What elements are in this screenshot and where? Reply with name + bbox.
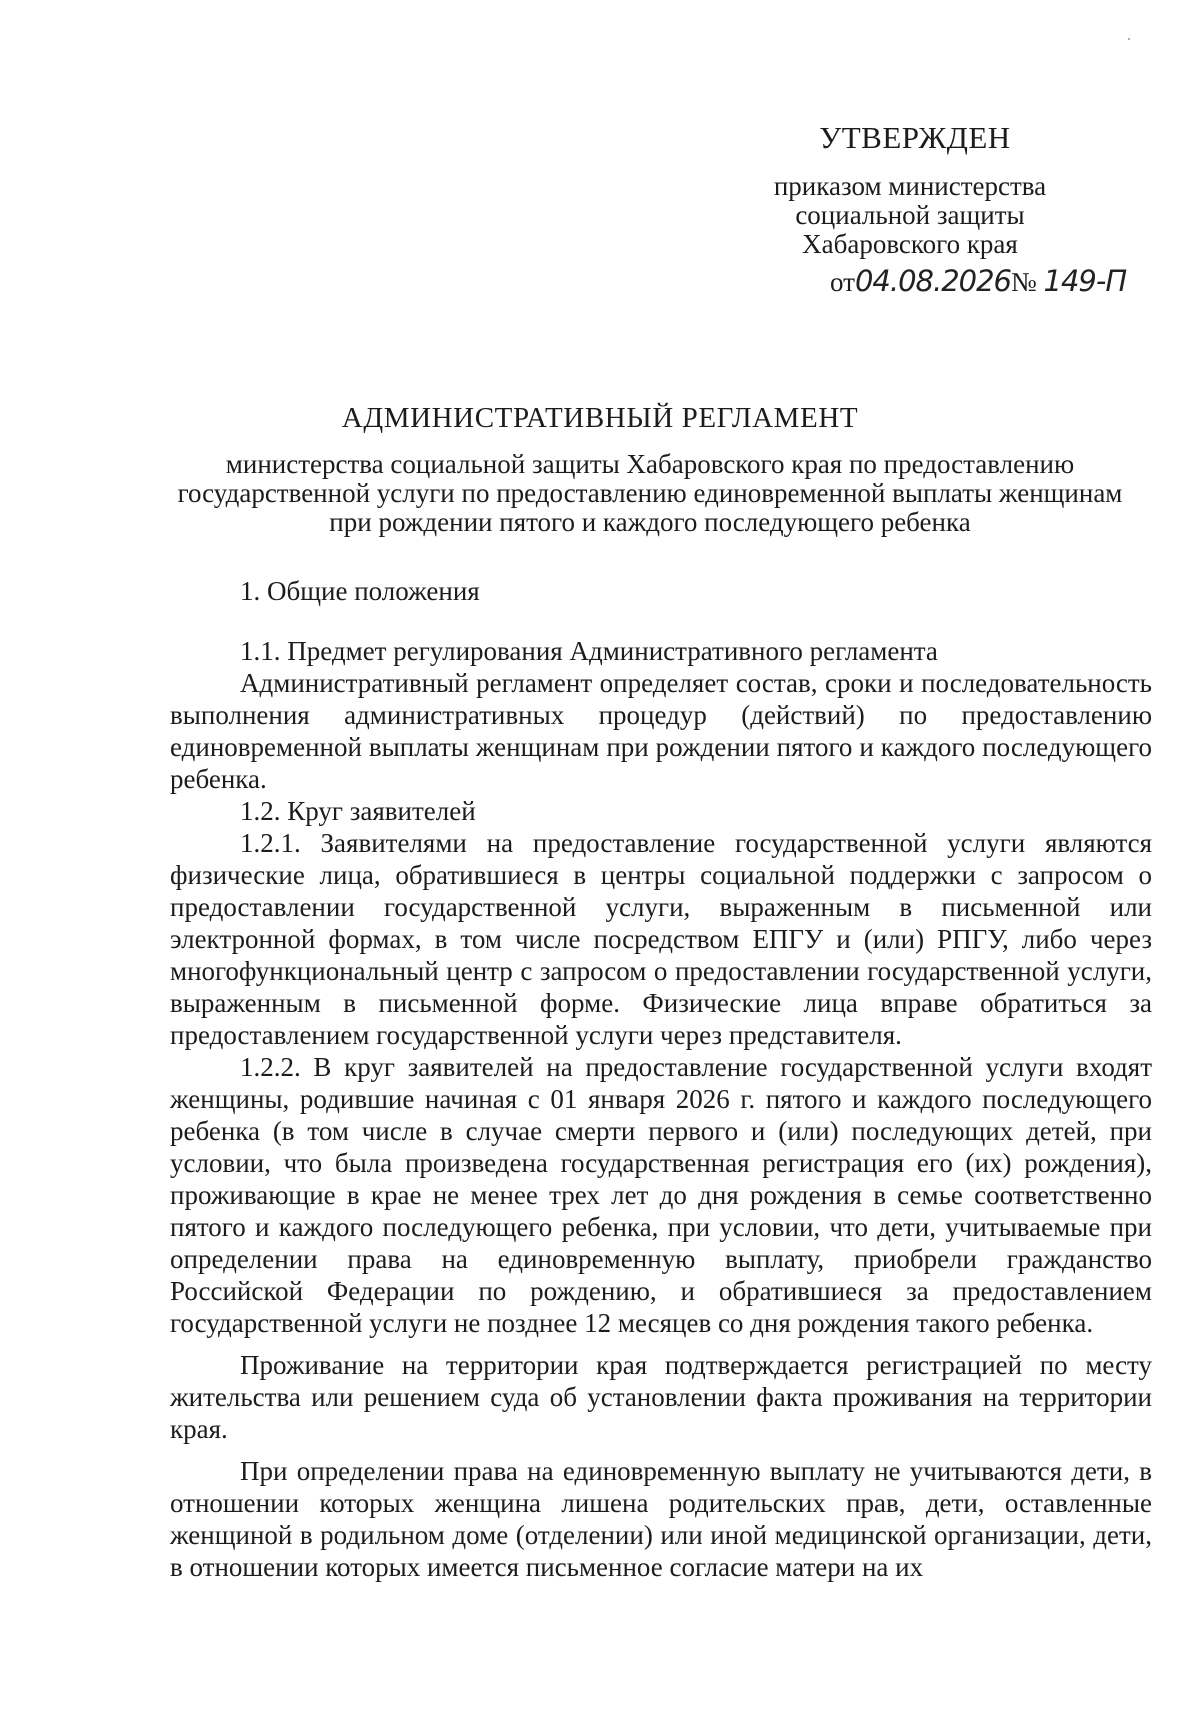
document-body — [170, 575, 1152, 1583]
section-heading-1-1: 1.1. Предмет регулирования Административного регламента — [240, 636, 938, 666]
handwritten-date: 04.08.2026 — [854, 264, 1011, 298]
paragraph-1-2-2: 1.2.2. В круг заявителей на предоставление государственной услуги входят женщины, родившие начиная с 01 января 2026 г. пятого и каждого последующего ребенка (в том числе в случае смерти первого и (или) последующих детей, при условии, что была произведена государственная регистрация его (их) рождения), проживающие в крае не менее трех лет до дня рождения в семье соответственно пятого и каждого последующего ребенка, при условии, что дети, учитываемые при определении права на единовременную выплату, приобрели гражданство Российской Федерации по рождению, и обратившиеся за предоставлением государственной услуги не позднее 12 месяцев со дня рождения такого ребенка. — [170, 1052, 1152, 1338]
approval-line-1: приказом министерства — [773, 171, 1047, 201]
approval-heading: УТВЕРЖДЕН — [819, 120, 1011, 155]
approval-line-3: Хабаровского края — [802, 229, 1018, 259]
approval-date-number — [720, 263, 1127, 300]
approval-line-2: социальной защиты — [795, 200, 1025, 230]
document-subtitle: министерства социальной защиты Хабаровского края по предоставлению государственной услуги по предоставлению единовременной выплаты женщинам при рождении пятого и каждого последующего ребенка — [177, 449, 1123, 537]
section-heading-1: 1. Общие положения — [240, 576, 480, 606]
paragraph-1-2-1: 1.2.1. Заявителями на предоставление государственной услуги являются физические лица, обратившиеся в центры социальной поддержки с запросом о предоставлении государственной услуги, выраженным в письменной или электронной формах, в том числе посредством ЕПГУ и (или) РПГУ, либо через многофункциональный центр с запросом о предоставлении государственной услуги, выраженным в письменной форме. Физические лица вправе обратиться за предоставлением государственной услуги через представителя. — [170, 828, 1152, 1050]
number-label: № — [1011, 267, 1037, 297]
paragraph-exclusion: При определении права на единовременную выплату не учитываются дети, в отношении которых женщина лишена родительских прав, дети, оставленные женщиной в родильном доме (отделении) или иной медицинской организации, дети, в отношении которых имеется письменное согласие матери на их — [170, 1456, 1152, 1582]
handwritten-number: 149-П — [1043, 264, 1127, 298]
paragraph-1-1: Административный регламент определяет состав, сроки и последовательность выполнения административных процедур (действий) по предоставлению единовременной выплаты женщинам при рождении пятого и каждого последующего ребенка. — [170, 668, 1152, 794]
scan-speck — [1128, 38, 1130, 40]
from-label: от — [830, 267, 855, 297]
paragraph-residence: Проживание на территории края подтверждается регистрацией по месту жительства или решением суда об установлении факта проживания на территории края. — [170, 1350, 1152, 1444]
document-title: АДМИНИСТРАТИВНЫЙ РЕГЛАМЕНТ — [341, 402, 859, 434]
section-heading-1-2: 1.2. Круг заявителей — [240, 796, 476, 826]
approval-stamp-block — [720, 118, 1127, 300]
